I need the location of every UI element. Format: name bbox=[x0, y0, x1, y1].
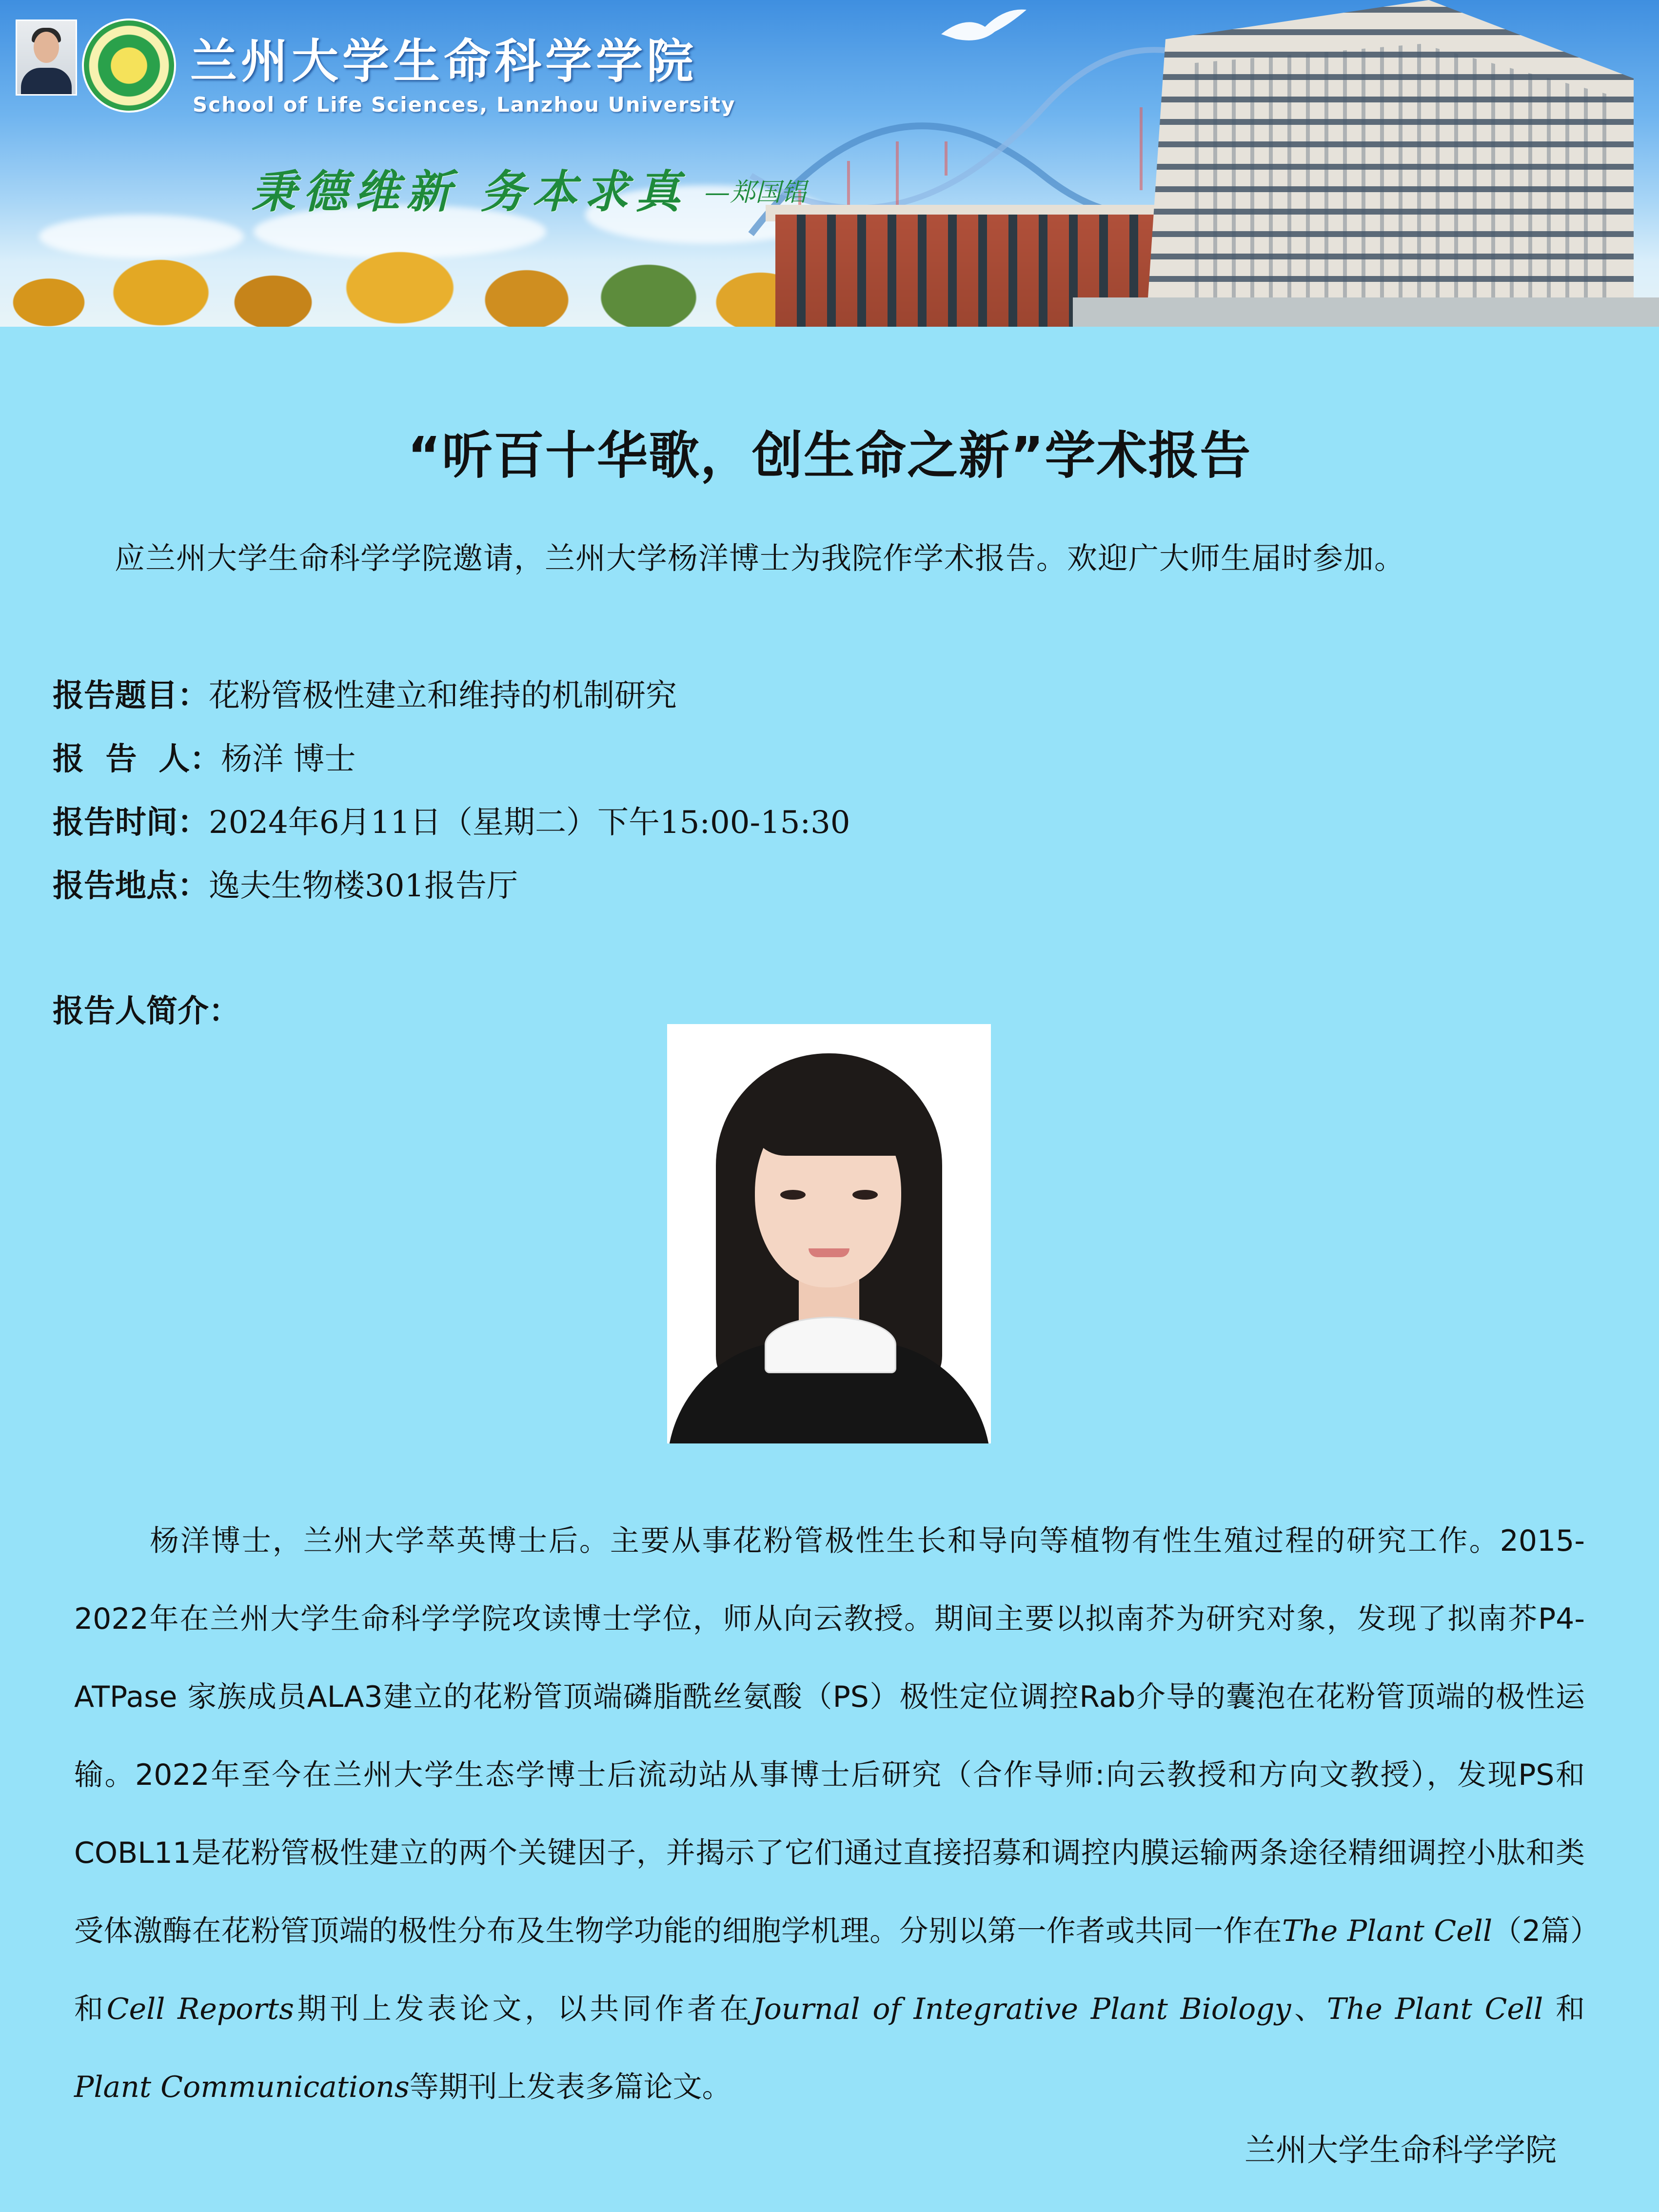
bio-text: （2篇）和 bbox=[74, 1914, 1585, 2026]
page-title: “听百十华歌，创生命之新”学术报告 bbox=[407, 426, 1252, 485]
journal-name: Journal of Integrative Plant Biology bbox=[752, 1992, 1291, 2026]
bio-text: 和 bbox=[1543, 1992, 1585, 2026]
school-title-cn: 兰州大学生命科学学院 bbox=[190, 34, 697, 89]
building-plaza bbox=[1073, 297, 1659, 327]
university-logo bbox=[82, 19, 176, 113]
bio-text: 杨洋博士，兰州大学萃英博士后。主要从事花粉管极性生长和导向等植物有性生殖过程的研究工作。2015-2022年在兰州大学生命科学学院攻读博士学位，师从向云教授。期间主要以拟南芥为研究对象，发现了拟南芥P4-ATPase 家族成员ALA3建立的花粉管顶端磷脂酰丝氨酸（PS）极性定位调控Rab介导的囊泡在花粉管顶端的极性运输。2022年至今在兰州大学生态学博士后流动站从事博士后研究（合作导师:向云教授和方向文教授），发现PS和COBL11是花粉管极性建立的两个关键因子，并揭示了它们通过直接招募和调控内膜运输两条途径精细调控小肽和类受体激酶在花粉管顶端的极性分布及生物学功能的细胞学机理。分别以第一作者或共同一作在 bbox=[74, 1524, 1585, 1948]
bio-text: 等期刊上发表多篇论文。 bbox=[409, 2070, 731, 2104]
school-motto: 秉德维新 务本求真 bbox=[251, 165, 688, 218]
journal-name: The Plant Cell bbox=[1282, 1914, 1493, 1948]
topic-value: 花粉管极性建立和维持的机制研究 bbox=[209, 678, 677, 714]
speaker-value: 杨洋 博士 bbox=[221, 741, 356, 777]
bio-label: 报告人简介： bbox=[53, 993, 240, 1029]
bio-text: 、 bbox=[1291, 1992, 1327, 2026]
autumn-trees bbox=[0, 244, 829, 327]
place-value: 逸夫生物楼301报告厅 bbox=[209, 868, 518, 904]
bio-text: 期刊上发表论文，以共同作者在 bbox=[294, 1992, 752, 2026]
invitation-text: 应兰州大学生命科学学院邀请，兰州大学杨洋博士为我院作学术报告。欢迎广大师生届时参加。 bbox=[115, 540, 1405, 576]
school-title-en: School of Life Sciences, Lanzhou University bbox=[193, 93, 736, 117]
founder-portrait bbox=[16, 20, 77, 96]
topic-field bbox=[53, 671, 677, 715]
signature: 兰州大学生命科学学院 bbox=[1244, 2133, 1557, 2169]
motto-signature: —郑国锠 bbox=[705, 178, 807, 207]
speaker-label: 报 告 人： bbox=[53, 741, 221, 777]
place-field bbox=[53, 861, 518, 906]
dove-icon bbox=[936, 5, 1029, 49]
speaker-field bbox=[53, 734, 356, 779]
time-value: 2024年6月11日（星期二）下午15:00-15:30 bbox=[209, 805, 850, 841]
header-banner bbox=[0, 0, 1659, 327]
journal-name: Plant Communications bbox=[74, 2070, 410, 2104]
journal-name: The Plant Cell bbox=[1326, 1992, 1543, 2026]
place-label: 报告地点： bbox=[53, 868, 209, 904]
bio-paragraph bbox=[74, 1502, 1585, 2126]
time-field bbox=[53, 797, 850, 842]
speaker-photo bbox=[667, 1024, 991, 1443]
time-label: 报告时间： bbox=[53, 805, 209, 841]
building-windows bbox=[1180, 44, 1609, 297]
journal-name: Cell Reports bbox=[106, 1992, 294, 2026]
topic-label: 报告题目： bbox=[53, 678, 209, 714]
